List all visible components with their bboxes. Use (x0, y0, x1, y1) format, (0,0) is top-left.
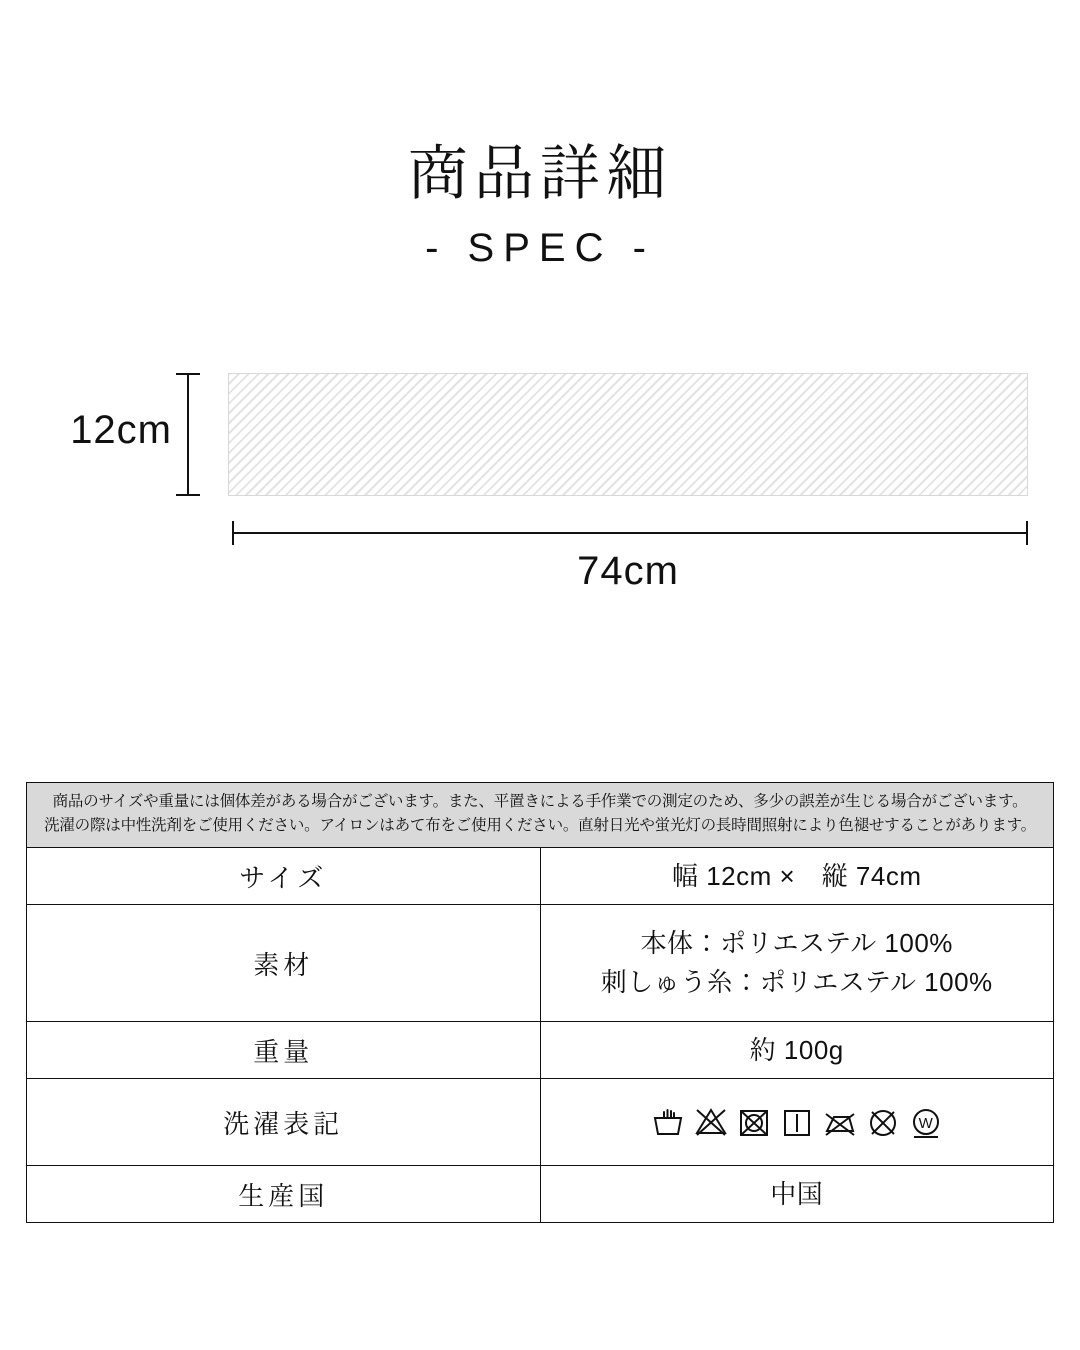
wet-clean-icon (909, 1105, 943, 1139)
table-row (27, 1166, 1054, 1223)
spec-value-line: 刺しゅう糸：ポリエステル 100% (600, 967, 993, 998)
page-header (0, 0, 1080, 271)
page-title: 商品詳細 (408, 140, 672, 207)
spec-value-origin (540, 1166, 1054, 1223)
size-diagram (0, 356, 1080, 656)
no-tumble-dry-icon (737, 1105, 771, 1139)
spec-table (26, 782, 1054, 1223)
table-row (27, 848, 1054, 905)
no-dry-clean-icon (866, 1105, 900, 1139)
spec-label-size: サイズ (27, 848, 541, 905)
width-dimension-cap-right (1026, 521, 1028, 545)
height-dimension-label: 12cm (70, 408, 172, 452)
spec-label-weight: 重量 (27, 1022, 541, 1079)
width-dimension-line (232, 532, 1028, 534)
spec-note-line: 商品のサイズや重量には個体差がある場合がございます。また、平置きによる手作業での測定のため、多少の誤差が生じる場合がございます。 (52, 793, 1028, 810)
table-row-notes (27, 783, 1054, 848)
spec-table-wrapper (26, 782, 1054, 1223)
spec-value-care (540, 1079, 1054, 1166)
spec-value-material (540, 905, 1054, 1022)
spec-label-origin: 生産国 (27, 1166, 541, 1223)
spec-value-line: 幅 12cm × 縦 74cm (671, 860, 922, 891)
no-bleach-icon (694, 1105, 728, 1139)
spec-value-size (540, 848, 1054, 905)
care-symbol-list (541, 1105, 1054, 1139)
hand-wash-icon (651, 1105, 685, 1139)
height-dimension-line (187, 373, 189, 496)
spec-notes (27, 783, 1054, 848)
spec-label-care: 洗濯表記 (27, 1079, 541, 1166)
spec-value-line: 約 100g (749, 1034, 844, 1065)
drip-dry-shade-icon (780, 1105, 814, 1139)
product-swatch (228, 373, 1028, 496)
no-iron-icon (823, 1105, 857, 1139)
spec-note-line: 洗濯の際は中性洗剤をご使用ください。アイロンはあて布をご使用ください。直射日光や蛍光灯の長時間照射により色褪せすることがあります。 (44, 817, 1036, 835)
table-row (27, 1079, 1054, 1166)
spec-value-line: 中国 (770, 1178, 824, 1209)
table-row (27, 1022, 1054, 1079)
spec-value-weight (540, 1022, 1054, 1079)
height-dimension-cap-bottom (176, 494, 200, 496)
table-row (27, 905, 1054, 1022)
page-subtitle: - SPEC - (425, 226, 655, 270)
width-dimension-label: 74cm (577, 549, 679, 593)
spec-value-line: 本体：ポリエステル 100% (640, 928, 953, 959)
spec-label-material: 素材 (27, 905, 541, 1022)
svg-text:W: W (918, 1115, 934, 1133)
